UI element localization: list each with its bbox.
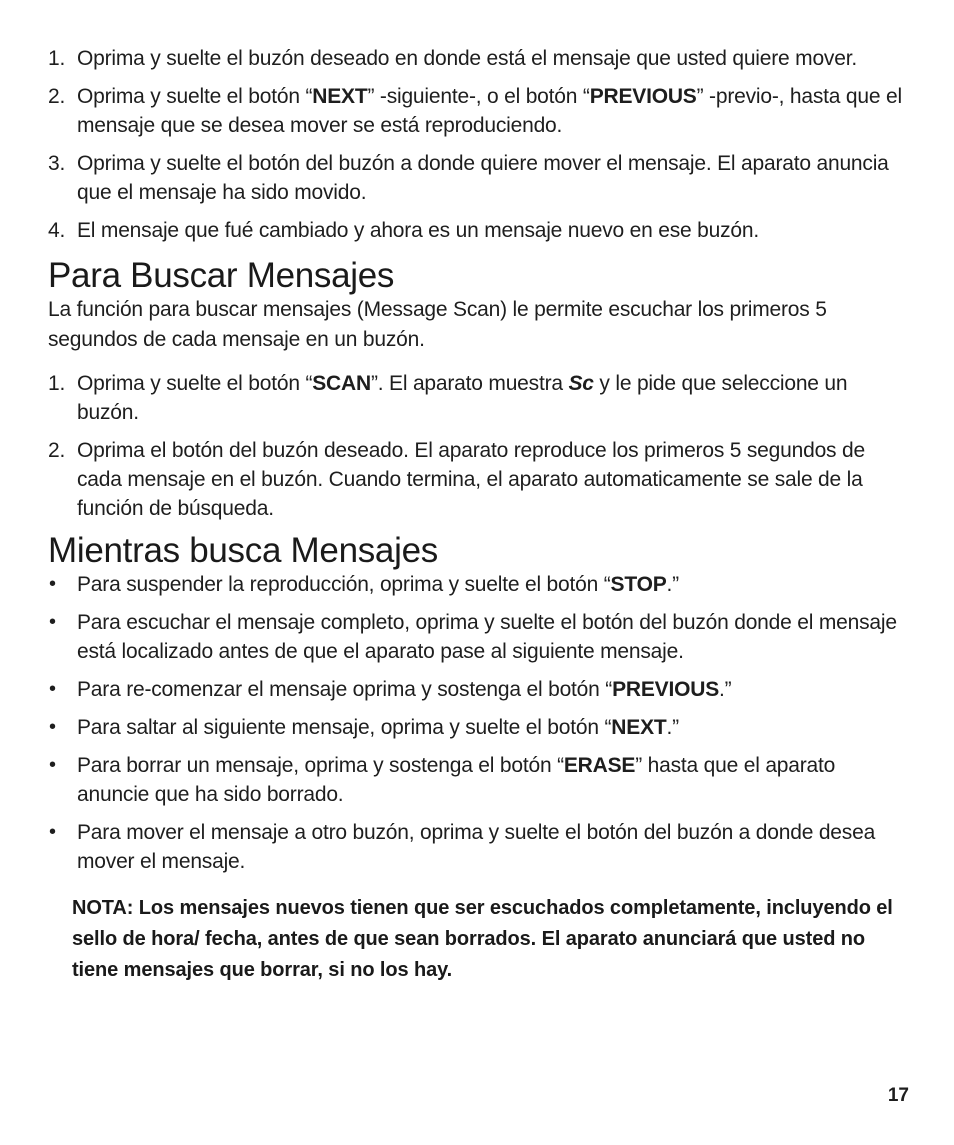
bullet-text — [77, 573, 679, 596]
erase-button-keyword: ERASE — [563, 754, 636, 777]
page-number: 17 — [887, 1085, 909, 1106]
message-search-steps — [48, 369, 910, 523]
list-item — [48, 149, 910, 207]
step-text — [77, 85, 902, 137]
previous-button-keyword: PREVIOUS — [589, 85, 697, 108]
step-number: 1. — [48, 47, 66, 70]
step-text: Oprima el botón del buzón deseado. El aparato reproduce los primeros 5 segundos de cada mensaje en el buzón. Cuando termina, el aparato automaticamente se sale de la función de búsqueda. — [77, 439, 865, 520]
while-searching-bullets — [48, 570, 910, 876]
step-number: 2. — [48, 439, 66, 462]
step-text: Oprima y suelte el botón del buzón a donde quiere mover el mensaje. El aparato anuncia que el mensaje ha sido movido. — [77, 152, 889, 204]
bullet-icon: • — [49, 754, 56, 776]
step-text — [77, 372, 847, 424]
list-item — [48, 818, 910, 876]
list-item — [48, 713, 910, 742]
step-number: 2. — [48, 85, 66, 108]
stop-button-keyword: STOP — [610, 573, 667, 596]
list-item — [48, 608, 910, 666]
step-text: El mensaje que fué cambiado y ahora es un mensaje nuevo en ese buzón. — [77, 219, 759, 242]
bullet-icon: • — [49, 573, 56, 595]
step-number: 4. — [48, 219, 66, 242]
bullet-text-part: Para borrar un mensaje, oprima y sostenga el botón “ — [77, 754, 564, 777]
bullet-icon: • — [49, 716, 56, 738]
bullet-text-part: .” — [666, 573, 679, 596]
bullet-icon: • — [49, 821, 56, 843]
step-text-part: ” -siguiente-, o el botón “ — [367, 85, 590, 108]
list-item — [48, 675, 910, 704]
step-text-part: Oprima y suelte el botón “ — [77, 372, 313, 395]
step-text-part: Oprima y suelte el botón “ — [77, 85, 313, 108]
list-item — [48, 216, 910, 245]
bullet-text: Para escuchar el mensaje completo, oprima y suelte el botón del buzón donde el mensaje está localizado antes de que el aparato pase al siguiente mensaje. — [77, 611, 897, 663]
previous-button-keyword: PREVIOUS — [612, 678, 720, 701]
step-number: 1. — [48, 372, 66, 395]
list-item — [48, 369, 910, 427]
step-number: 3. — [48, 152, 66, 175]
bullet-text-part: Para re-comenzar el mensaje oprima y sostenga el botón “ — [77, 678, 613, 701]
bullet-text — [77, 754, 835, 806]
bullet-text: Para mover el mensaje a otro buzón, oprima y suelte el botón del buzón a donde desea mover el mensaje. — [77, 821, 876, 873]
list-item — [48, 570, 910, 599]
note-paragraph: NOTA: Los mensajes nuevos tienen que ser escuchados completamente, incluyendo el sello de hora/ fecha, antes de que sean borrados. El aparato anunciará que usted no tiene mensajes que borrar, si no los hay. — [72, 897, 893, 981]
list-item — [48, 436, 910, 523]
page-content — [48, 44, 910, 986]
list-item — [48, 44, 910, 73]
list-item — [48, 751, 910, 809]
scan-button-keyword: SCAN — [312, 372, 371, 395]
bullet-text — [77, 716, 679, 739]
step-text-part: ”. El aparato muestra — [370, 372, 569, 395]
step-text-part: y le pide que seleccione un buzón. — [77, 372, 848, 424]
bullet-text-part: Para suspender la reproducción, oprima y suelte el botón “ — [77, 573, 611, 596]
move-message-steps — [48, 44, 910, 245]
bullet-text-part: .” — [666, 716, 679, 739]
step-text: Oprima y suelte el buzón deseado en donde está el mensaje que usted quiere mover. — [77, 47, 857, 70]
bullet-icon: • — [49, 678, 56, 700]
display-code: Sc — [568, 372, 594, 395]
bullet-text — [77, 678, 731, 701]
bullet-text-part: ” hasta que el aparato anuncie que ha sido borrado. — [77, 754, 836, 806]
bullet-text-part: .” — [719, 678, 732, 701]
bullet-icon: • — [49, 611, 56, 633]
section-title-message-search: Para Buscar Mensajes — [48, 256, 395, 295]
next-button-keyword: NEXT — [312, 85, 368, 108]
step-text-part: ” -previo-, hasta que el mensaje que se desea mover se está reproduciendo. — [77, 85, 902, 137]
section-intro: La función para buscar mensajes (Message Scan) le permite escuchar los primeros 5 segundos de cada mensaje en un buzón. — [48, 298, 827, 351]
bullet-text-part: Para saltar al siguiente mensaje, oprima y suelte el botón “ — [77, 716, 612, 739]
list-item — [48, 82, 910, 140]
section-title-while-searching: Mientras busca Mensajes — [48, 531, 438, 570]
next-button-keyword: NEXT — [611, 716, 667, 739]
